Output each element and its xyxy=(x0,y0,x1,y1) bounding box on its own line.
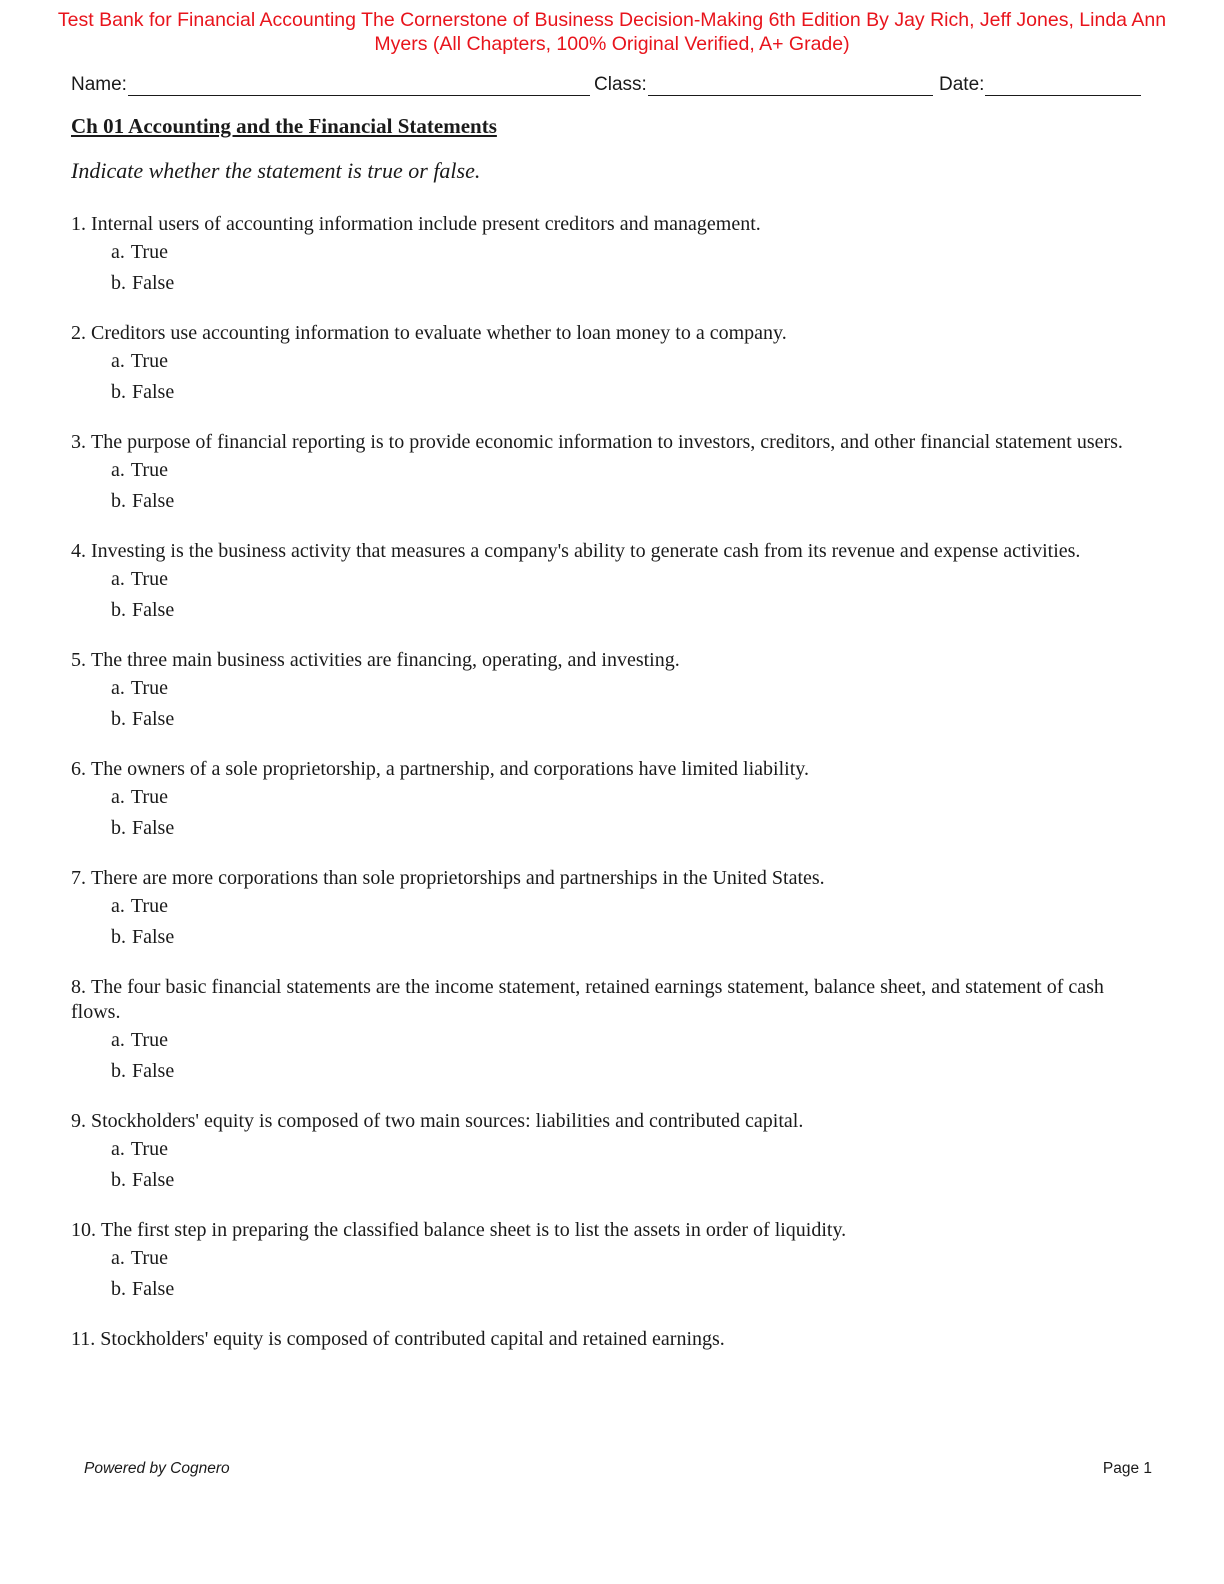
choice-letter: a. xyxy=(111,895,125,917)
question-9 xyxy=(71,1109,1143,1196)
question-statement: Stockholders' equity is composed of contributed capital and retained earnings. xyxy=(100,1328,725,1350)
choice-label: False xyxy=(132,272,175,294)
question-number: 8. xyxy=(71,976,86,998)
choice-label: False xyxy=(132,1060,175,1082)
choice-label: True xyxy=(130,350,168,372)
choice-letter: a. xyxy=(111,1029,125,1051)
question-list xyxy=(71,212,1143,1374)
question-number: 4. xyxy=(71,540,86,562)
choice-false[interactable] xyxy=(111,1056,1143,1087)
choice-label: False xyxy=(132,599,175,621)
question-number: 11. xyxy=(71,1328,96,1350)
question-10 xyxy=(71,1218,1143,1305)
question-6 xyxy=(71,757,1143,844)
choice-letter: a. xyxy=(111,459,125,481)
choice-true[interactable] xyxy=(111,1025,1143,1056)
choice-letter: b. xyxy=(111,926,126,948)
powered-by-footer: Powered by Cognero xyxy=(84,1460,230,1477)
question-8 xyxy=(71,975,1143,1087)
class-field[interactable] xyxy=(594,72,933,96)
date-label: Date: xyxy=(939,74,985,95)
question-text xyxy=(71,321,1143,346)
choice-label: True xyxy=(130,459,168,481)
choice-true[interactable] xyxy=(111,455,1143,486)
question-text xyxy=(71,539,1143,564)
question-number: 2. xyxy=(71,322,86,344)
choice-false[interactable] xyxy=(111,268,1143,299)
question-number: 7. xyxy=(71,867,86,889)
choice-letter: b. xyxy=(111,817,126,839)
choice-letter: b. xyxy=(111,1060,126,1082)
choice-false[interactable] xyxy=(111,377,1143,408)
choice-label: True xyxy=(130,895,168,917)
chapter-title: Ch 01 Accounting and the Financial Statements xyxy=(71,114,497,138)
choice-label: False xyxy=(132,381,175,403)
question-statement: The first step in preparing the classified balance sheet is to list the assets in order of liquidity. xyxy=(101,1219,847,1241)
question-text xyxy=(71,1109,1143,1134)
choice-label: True xyxy=(130,241,168,263)
choice-letter: a. xyxy=(111,568,125,590)
header-fields xyxy=(71,72,1143,98)
question-2 xyxy=(71,321,1143,408)
choice-false[interactable] xyxy=(111,922,1143,953)
instructions: Indicate whether the statement is true or false. xyxy=(71,158,481,183)
name-label: Name: xyxy=(71,74,127,95)
choice-true[interactable] xyxy=(111,1243,1143,1274)
choice-label: False xyxy=(132,490,175,512)
choice-true[interactable] xyxy=(111,1134,1143,1165)
question-text xyxy=(71,212,1143,237)
choice-label: True xyxy=(130,1138,168,1160)
choice-false[interactable] xyxy=(111,595,1143,626)
question-statement: Creditors use accounting information to evaluate whether to loan money to a company. xyxy=(91,322,787,344)
choice-label: False xyxy=(132,1169,175,1191)
name-field[interactable] xyxy=(71,72,590,96)
choice-label: False xyxy=(132,1278,175,1300)
choice-true[interactable] xyxy=(111,564,1143,595)
question-number: 5. xyxy=(71,649,86,671)
choice-false[interactable] xyxy=(111,1165,1143,1196)
choice-true[interactable] xyxy=(111,891,1143,922)
question-number: 9. xyxy=(71,1110,86,1132)
choice-false[interactable] xyxy=(111,1274,1143,1305)
question-number: 1. xyxy=(71,213,86,235)
choice-label: False xyxy=(132,817,175,839)
question-11 xyxy=(71,1327,1143,1352)
name-line[interactable] xyxy=(128,75,590,96)
choice-label: True xyxy=(130,1029,168,1051)
question-statement: Stockholders' equity is composed of two main sources: liabilities and contributed capital. xyxy=(91,1110,804,1132)
choice-true[interactable] xyxy=(111,782,1143,813)
question-number: 10. xyxy=(71,1219,96,1241)
question-1 xyxy=(71,212,1143,299)
choice-false[interactable] xyxy=(111,813,1143,844)
choice-label: True xyxy=(130,568,168,590)
choice-false[interactable] xyxy=(111,704,1143,735)
question-7 xyxy=(71,866,1143,953)
question-text xyxy=(71,430,1143,455)
choice-false[interactable] xyxy=(111,486,1143,517)
choice-letter: b. xyxy=(111,708,126,730)
choice-true[interactable] xyxy=(111,346,1143,377)
question-text xyxy=(71,648,1143,673)
question-4 xyxy=(71,539,1143,626)
question-text xyxy=(71,975,1143,1025)
choice-letter: a. xyxy=(111,1247,125,1269)
question-5 xyxy=(71,648,1143,735)
choice-letter: b. xyxy=(111,1278,126,1300)
choice-letter: a. xyxy=(111,1138,125,1160)
question-statement: Internal users of accounting information include present creditors and management. xyxy=(91,213,761,235)
question-statement: Investing is the business activity that measures a company's ability to generate cash from its revenue and expense activities. xyxy=(91,540,1081,562)
question-3 xyxy=(71,430,1143,517)
question-statement: The four basic financial statements are the income statement, retained earnings statement, balance sheet, and statement of cash flows. xyxy=(71,976,1104,1023)
question-statement: The owners of a sole proprietorship, a partnership, and corporations have limited liability. xyxy=(91,758,809,780)
choice-label: False xyxy=(132,926,175,948)
choice-true[interactable] xyxy=(111,673,1143,704)
date-field[interactable] xyxy=(939,72,1141,96)
choice-label: True xyxy=(130,786,168,808)
choice-label: True xyxy=(130,1247,168,1269)
choice-letter: b. xyxy=(111,599,126,621)
choice-letter: b. xyxy=(111,381,126,403)
question-text xyxy=(71,866,1143,891)
question-text xyxy=(71,1218,1143,1243)
choice-label: True xyxy=(130,677,168,699)
choice-label: False xyxy=(132,708,175,730)
choice-letter: b. xyxy=(111,272,126,294)
question-number: 3. xyxy=(71,431,86,453)
date-line[interactable] xyxy=(985,75,1141,96)
choice-letter: b. xyxy=(111,490,126,512)
question-number: 6. xyxy=(71,758,86,780)
class-label: Class: xyxy=(594,74,647,95)
choice-letter: a. xyxy=(111,241,125,263)
test-bank-banner: Test Bank for Financial Accounting The Cornerstone of Business Decision-Making 6th Edition By Jay Rich, Jeff Jones, Linda Ann Myers (All Chapters, 100% Original Verified, A+ Grade) xyxy=(57,9,1167,55)
question-statement: There are more corporations than sole proprietorships and partnerships in the United States. xyxy=(91,867,825,889)
question-statement: The three main business activities are financing, operating, and investing. xyxy=(91,649,680,671)
choice-letter: a. xyxy=(111,350,125,372)
choice-letter: b. xyxy=(111,1169,126,1191)
choice-letter: a. xyxy=(111,786,125,808)
choice-letter: a. xyxy=(111,677,125,699)
question-statement: The purpose of financial reporting is to provide economic information to investors, creditors, and other financial statement users. xyxy=(91,431,1123,453)
page-number: Page 1 xyxy=(1102,1460,1152,1477)
question-text xyxy=(71,1327,1143,1352)
question-text xyxy=(71,757,1143,782)
choice-true[interactable] xyxy=(111,237,1143,268)
class-line[interactable] xyxy=(648,75,933,96)
